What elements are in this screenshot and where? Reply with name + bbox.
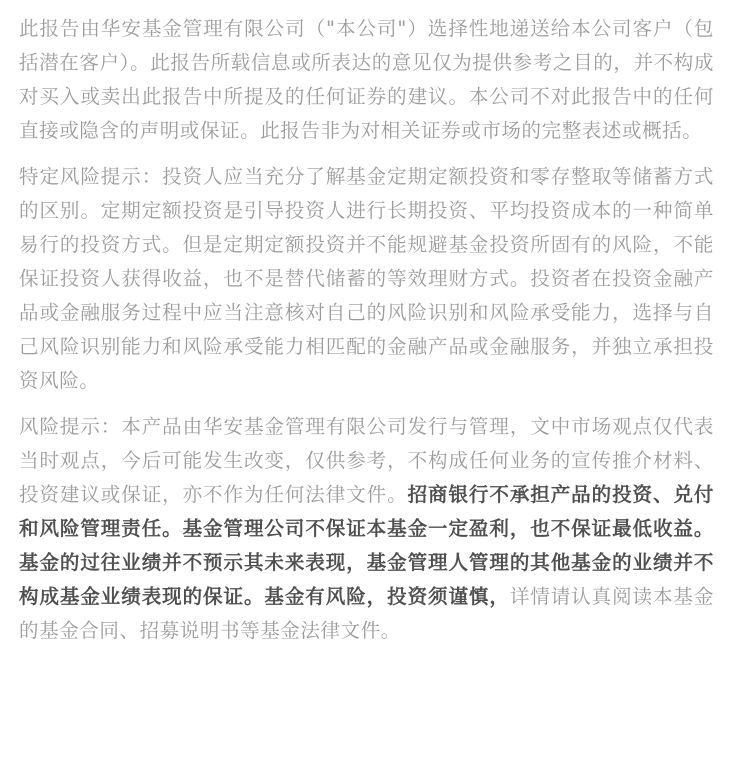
risk-notice-text: 风险提示：本产品由华安基金管理有限公司发行与管理，文中市场观点仅代表当时观点，今后可能发生改变，仅供参考，不构成任何业务的宣传推介材料、投资建议或保证，亦不作为任何法律文件。 (19, 415, 714, 506)
risk-notice-emphasis: 招商银行不承担产品的投资、兑付和风险管理责任。基金管理公司不保证本基金一定盈利，也不保证最低收益。基金的过往业绩并不预示其未来表现，基金管理人管理的其他基金的业绩并不构成基金业绩表现的保证。基金有风险，投资须谨慎， (19, 483, 714, 608)
risk-notice-closing: 详情请认真阅读本基金的基金合同、招募说明书等基金法律文件。 (19, 585, 714, 642)
disclaimer-paragraph-general: 此报告由华安基金管理有限公司（"本公司"）选择性地递送给本公司客户（包括潜在客户）。此报告所载信息或所表达的意见仅为提供参考之目的，并不构成对买入或卖出此报告中所提及的任何证券的建议。本公司不对此报告中的任何直接或隐含的声明或保证。此报告非为对相关证券或市场的完整表述或概括。 (19, 17, 714, 142)
disclaimer-paragraph-risk-notice (19, 410, 714, 648)
disclaimer-paragraph-specific-risk: 特定风险提示：投资人应当充分了解基金定期定额投资和零存整取等储蓄方式的区别。定期定额投资是引导投资人进行长期投资、平均投资成本的一种简单易行的投资方式。但是定期定额投资并不能规避基金投资所固有的风险，不能保证投资人获得收益，也不是替代储蓄的等效理财方式。投资者在投资金融产品或金融服务过程中应当注意核对自己的风险识别和风险承受能力，选择与自己风险识别能力和风险承受能力相匹配的金融产品或金融服务，并独立承担投资风险。 (19, 165, 714, 392)
